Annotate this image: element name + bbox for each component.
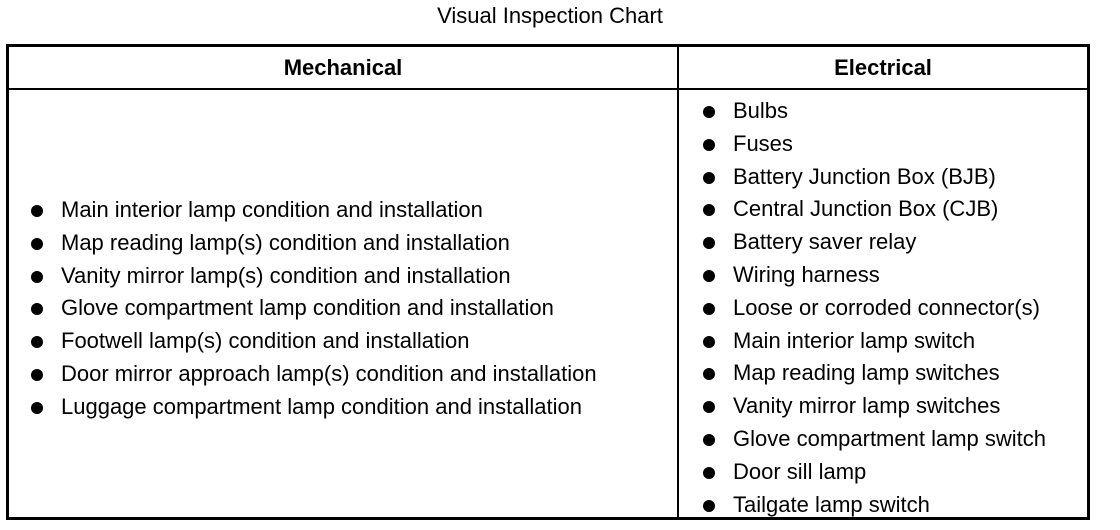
header-divider [9,88,1087,90]
list-item [31,292,597,325]
list-item [31,260,597,293]
list-item-text: Bulbs [733,98,789,123]
list-item-text: Door mirror approach lamp(s) condition and installation [61,360,597,386]
bullet-icon [703,204,715,216]
bullet-icon [703,270,715,282]
bullet-icon [31,369,43,381]
inspection-table [6,44,1090,520]
bullet-icon [703,237,715,249]
list-item-text: Central Junction Box (CJB) [733,196,999,222]
list-item [703,226,1046,259]
list-item [31,194,597,227]
bullet-icon [703,303,715,315]
list-item-text: Vanity mirror lamp switches [733,393,1001,419]
bullet-icon [31,205,43,217]
bullet-icon [703,467,715,479]
list-item [31,227,597,260]
list-item-text: Battery Junction Box (BJB) [733,163,996,189]
bullet-icon [703,336,715,348]
list-item-text: Tailgate lamp switch [733,491,930,517]
list-item [703,325,1046,358]
bullet-icon [31,402,43,414]
list-item [703,423,1046,456]
bullet-icon [703,500,715,512]
list-item-text: Fuses [733,130,793,156]
list-item [703,128,1046,161]
list-item-text: Glove compartment lamp switch [733,425,1046,451]
column-divider [677,47,679,517]
chart-title: Visual Inspection Chart [437,3,663,28]
list-item-text: Main interior lamp switch [733,327,976,353]
bullet-icon [31,238,43,250]
list-item [703,259,1046,292]
list-item [31,325,597,358]
list-item-text: Glove compartment lamp condition and installation [61,295,554,321]
electrical-header: Electrical [834,55,932,80]
list-item [703,489,1046,522]
list-item [703,95,1046,128]
list-item-text: Map reading lamp(s) condition and installation [61,229,510,255]
list-item [31,391,597,424]
list-item-text: Vanity mirror lamp(s) condition and installation [61,262,511,288]
bullet-icon [703,368,715,380]
list-item-text: Luggage compartment lamp condition and installation [61,393,582,419]
list-item [703,357,1046,390]
list-item-text: Footwell lamp(s) condition and installation [61,328,470,354]
list-item-text: Battery saver relay [733,229,917,255]
bullet-icon [703,106,715,118]
list-item-text: Loose or corroded connector(s) [733,294,1040,320]
list-item-text: Door sill lamp [733,458,867,484]
bullet-icon [703,401,715,413]
list-item [703,161,1046,194]
bullet-icon [31,336,43,348]
bullet-icon [31,303,43,315]
bullet-icon [703,434,715,446]
electrical-list [703,95,1046,521]
list-item [703,390,1046,423]
bullet-icon [31,271,43,283]
list-item [703,292,1046,325]
list-item [703,456,1046,489]
list-item [703,193,1046,226]
mechanical-header: Mechanical [283,55,403,80]
bullet-icon [703,172,715,184]
list-item [31,358,597,391]
list-item-text: Map reading lamp switches [733,360,1000,386]
mechanical-list [31,194,597,424]
list-item-text: Main interior lamp condition and installation [61,197,483,222]
bullet-icon [703,139,715,151]
list-item-text: Wiring harness [733,261,880,287]
